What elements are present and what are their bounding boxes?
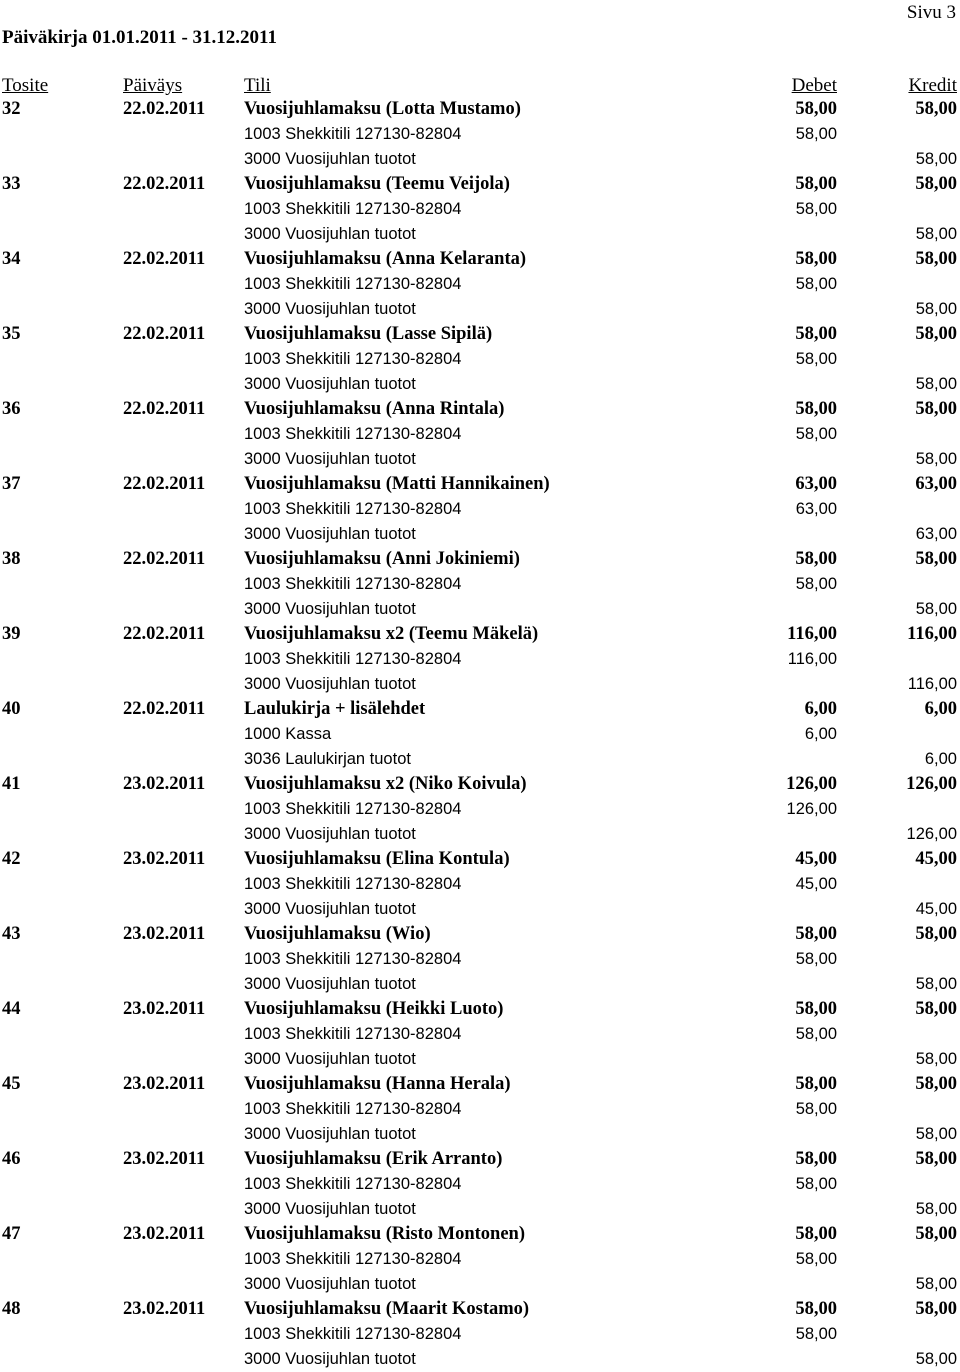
entry-credit-line — [0, 1347, 960, 1372]
entry-debit-line — [0, 947, 960, 972]
credit-account: 3000 Vuosijuhlan tuotot — [244, 150, 416, 168]
credit-amount: 45,00 — [915, 900, 957, 918]
debit-account: 1003 Shekkitili 127130-82804 — [244, 1025, 462, 1043]
entry-kredit-total: 58,00 — [915, 1074, 957, 1094]
entry-debit-line — [0, 497, 960, 522]
credit-account: 3000 Vuosijuhlan tuotot — [244, 1050, 416, 1068]
debit-amount: 58,00 — [795, 1100, 837, 1118]
debit-amount: 58,00 — [795, 950, 837, 968]
entry-date: 23.02.2011 — [123, 999, 206, 1019]
entry-main-line — [0, 1222, 960, 1247]
journal-entry — [0, 547, 960, 622]
entry-debit-line — [0, 347, 960, 372]
credit-account: 3000 Vuosijuhlan tuotot — [244, 1200, 416, 1218]
credit-account: 3000 Vuosijuhlan tuotot — [244, 1275, 416, 1293]
entry-debit-line — [0, 122, 960, 147]
entry-debet-total: 58,00 — [795, 174, 837, 194]
credit-amount: 58,00 — [915, 375, 957, 393]
entry-number: 41 — [2, 774, 21, 794]
column-header-row — [0, 75, 960, 97]
entry-credit-line — [0, 597, 960, 622]
column-header-debet: Debet — [791, 75, 837, 96]
entry-date: 22.02.2011 — [123, 324, 206, 344]
entry-number: 44 — [2, 999, 21, 1019]
debit-account: 1003 Shekkitili 127130-82804 — [244, 650, 462, 668]
entry-debit-line — [0, 1022, 960, 1047]
debit-amount: 58,00 — [795, 275, 837, 293]
entry-date: 23.02.2011 — [123, 849, 206, 869]
credit-amount: 58,00 — [915, 1200, 957, 1218]
debit-amount: 45,00 — [795, 875, 837, 893]
credit-account: 3000 Vuosijuhlan tuotot — [244, 525, 416, 543]
entry-credit-line — [0, 522, 960, 547]
entry-number: 46 — [2, 1149, 21, 1169]
debit-amount: 58,00 — [795, 1175, 837, 1193]
credit-amount: 58,00 — [915, 300, 957, 318]
debit-amount: 63,00 — [795, 500, 837, 518]
entry-description: Vuosijuhlamaksu (Hanna Herala) — [244, 1074, 511, 1094]
entry-number: 38 — [2, 549, 21, 569]
entry-kredit-total: 45,00 — [915, 849, 957, 869]
credit-amount: 58,00 — [915, 1350, 957, 1368]
entry-debet-total: 58,00 — [795, 1074, 837, 1094]
debit-account: 1003 Shekkitili 127130-82804 — [244, 350, 462, 368]
entry-number: 35 — [2, 324, 21, 344]
entry-description: Vuosijuhlamaksu (Wio) — [244, 924, 431, 944]
journal-entries — [0, 97, 960, 1372]
entry-date: 23.02.2011 — [123, 1299, 206, 1319]
debit-amount: 58,00 — [795, 425, 837, 443]
entry-debit-line — [0, 647, 960, 672]
entry-debet-total: 58,00 — [795, 249, 837, 269]
entry-main-line — [0, 922, 960, 947]
entry-credit-line — [0, 1272, 960, 1297]
entry-main-line — [0, 1297, 960, 1322]
entry-debit-line — [0, 1247, 960, 1272]
debit-amount: 58,00 — [795, 1325, 837, 1343]
debit-account: 1003 Shekkitili 127130-82804 — [244, 200, 462, 218]
credit-amount: 58,00 — [915, 1275, 957, 1293]
entry-number: 34 — [2, 249, 21, 269]
entry-kredit-total: 58,00 — [915, 999, 957, 1019]
entry-date: 22.02.2011 — [123, 99, 206, 119]
debit-account: 1000 Kassa — [244, 725, 332, 743]
credit-amount: 58,00 — [915, 225, 957, 243]
credit-amount: 58,00 — [915, 450, 957, 468]
entry-kredit-total: 58,00 — [915, 99, 957, 119]
entry-date: 22.02.2011 — [123, 549, 206, 569]
entry-credit-line — [0, 672, 960, 697]
entry-description: Vuosijuhlamaksu (Erik Arranto) — [244, 1149, 503, 1169]
entry-credit-line — [0, 372, 960, 397]
entry-main-line — [0, 1147, 960, 1172]
entry-credit-line — [0, 297, 960, 322]
entry-date: 23.02.2011 — [123, 924, 206, 944]
entry-date: 23.02.2011 — [123, 774, 206, 794]
entry-kredit-total: 6,00 — [924, 699, 957, 719]
entry-debit-line — [0, 797, 960, 822]
entry-description: Vuosijuhlamaksu (Elina Kontula) — [244, 849, 510, 869]
debit-account: 1003 Shekkitili 127130-82804 — [244, 425, 462, 443]
page-number: Sivu 3 — [906, 2, 956, 23]
entry-description: Vuosijuhlamaksu x2 (Niko Koivula) — [244, 774, 527, 794]
entry-date: 23.02.2011 — [123, 1224, 206, 1244]
entry-main-line — [0, 172, 960, 197]
entry-kredit-total: 58,00 — [915, 174, 957, 194]
entry-debet-total: 58,00 — [795, 1149, 837, 1169]
entry-main-line — [0, 622, 960, 647]
credit-account: 3000 Vuosijuhlan tuotot — [244, 300, 416, 318]
entry-date: 22.02.2011 — [123, 174, 206, 194]
entry-kredit-total: 116,00 — [907, 624, 957, 644]
credit-account: 3000 Vuosijuhlan tuotot — [244, 900, 416, 918]
credit-account: 3000 Vuosijuhlan tuotot — [244, 450, 416, 468]
entry-credit-line — [0, 447, 960, 472]
entry-debit-line — [0, 422, 960, 447]
credit-account: 3000 Vuosijuhlan tuotot — [244, 375, 416, 393]
entry-description: Vuosijuhlamaksu x2 (Teemu Mäkelä) — [244, 624, 539, 644]
debit-account: 1003 Shekkitili 127130-82804 — [244, 1100, 462, 1118]
entry-kredit-total: 126,00 — [906, 774, 957, 794]
entry-debet-total: 58,00 — [795, 549, 837, 569]
journal-entry — [0, 1147, 960, 1222]
journal-title: Päiväkirja 01.01.2011 - 31.12.2011 — [2, 27, 277, 48]
journal-entry — [0, 697, 960, 772]
entry-description: Vuosijuhlamaksu (Lasse Sipilä) — [244, 324, 493, 344]
debit-amount: 58,00 — [795, 125, 837, 143]
entry-description: Vuosijuhlamaksu (Heikki Luoto) — [244, 999, 504, 1019]
column-header-tosite: Tosite — [2, 75, 49, 96]
entry-credit-line — [0, 222, 960, 247]
credit-amount: 116,00 — [907, 675, 957, 693]
entry-debet-total: 58,00 — [795, 324, 837, 344]
debit-account: 1003 Shekkitili 127130-82804 — [244, 800, 462, 818]
entry-main-line — [0, 1072, 960, 1097]
column-header-tili: Tili — [244, 75, 271, 96]
entry-main-line — [0, 97, 960, 122]
entry-kredit-total: 58,00 — [915, 399, 957, 419]
entry-number: 39 — [2, 624, 21, 644]
journal-entry — [0, 172, 960, 247]
entry-number: 36 — [2, 399, 21, 419]
debit-amount: 58,00 — [795, 575, 837, 593]
entry-description: Vuosijuhlamaksu (Lotta Mustamo) — [244, 99, 521, 119]
credit-account: 3000 Vuosijuhlan tuotot — [244, 225, 416, 243]
debit-amount: 58,00 — [795, 1025, 837, 1043]
credit-amount: 58,00 — [915, 1050, 957, 1068]
entry-description: Vuosijuhlamaksu (Risto Montonen) — [244, 1224, 525, 1244]
journal-entry — [0, 1072, 960, 1147]
credit-amount: 58,00 — [915, 975, 957, 993]
entry-credit-line — [0, 1197, 960, 1222]
entry-main-line — [0, 397, 960, 422]
entry-main-line — [0, 547, 960, 572]
entry-main-line — [0, 697, 960, 722]
debit-account: 1003 Shekkitili 127130-82804 — [244, 575, 462, 593]
entry-debit-line — [0, 722, 960, 747]
column-header-paivays: Päiväys — [123, 75, 183, 96]
credit-amount: 63,00 — [915, 525, 957, 543]
entry-number: 32 — [2, 99, 21, 119]
entry-credit-line — [0, 1122, 960, 1147]
entry-date: 22.02.2011 — [123, 699, 206, 719]
journal-entry — [0, 847, 960, 922]
entry-description: Vuosijuhlamaksu (Anna Rintala) — [244, 399, 505, 419]
entry-kredit-total: 58,00 — [915, 1299, 957, 1319]
journal-entry — [0, 1297, 960, 1372]
entry-main-line — [0, 847, 960, 872]
entry-number: 37 — [2, 474, 21, 494]
entry-debit-line — [0, 572, 960, 597]
entry-debit-line — [0, 1322, 960, 1347]
entry-kredit-total: 58,00 — [915, 924, 957, 944]
entry-debet-total: 58,00 — [795, 1299, 837, 1319]
entry-debit-line — [0, 872, 960, 897]
credit-amount: 58,00 — [915, 150, 957, 168]
journal-entry — [0, 622, 960, 697]
entry-debet-total: 58,00 — [795, 99, 837, 119]
entry-description: Vuosijuhlamaksu (Anni Jokiniemi) — [244, 549, 520, 569]
journal-entry — [0, 472, 960, 547]
debit-amount: 58,00 — [795, 200, 837, 218]
credit-amount: 58,00 — [915, 600, 957, 618]
entry-number: 45 — [2, 1074, 21, 1094]
credit-amount: 6,00 — [924, 750, 957, 768]
debit-amount: 116,00 — [787, 650, 837, 668]
debit-amount: 126,00 — [786, 800, 837, 818]
credit-amount: 58,00 — [915, 1125, 957, 1143]
entry-debit-line — [0, 1097, 960, 1122]
entry-credit-line — [0, 822, 960, 847]
entry-description: Laulukirja + lisälehdet — [244, 699, 426, 719]
entry-number: 42 — [2, 849, 21, 869]
entry-debet-total: 116,00 — [787, 624, 837, 644]
debit-account: 1003 Shekkitili 127130-82804 — [244, 950, 462, 968]
journal-entry — [0, 1222, 960, 1297]
entry-credit-line — [0, 147, 960, 172]
entry-debet-total: 63,00 — [795, 474, 837, 494]
debit-amount: 58,00 — [795, 1250, 837, 1268]
journal-entry — [0, 397, 960, 472]
entry-date: 22.02.2011 — [123, 474, 206, 494]
entry-main-line — [0, 322, 960, 347]
entry-description: Vuosijuhlamaksu (Teemu Veijola) — [244, 174, 510, 194]
entry-debet-total: 6,00 — [804, 699, 837, 719]
journal-entry — [0, 247, 960, 322]
entry-debet-total: 126,00 — [786, 774, 837, 794]
entry-date: 22.02.2011 — [123, 624, 206, 644]
debit-amount: 58,00 — [795, 350, 837, 368]
debit-account: 1003 Shekkitili 127130-82804 — [244, 1325, 462, 1343]
credit-account: 3000 Vuosijuhlan tuotot — [244, 975, 416, 993]
entry-description: Vuosijuhlamaksu (Anna Kelaranta) — [244, 249, 527, 269]
credit-account: 3000 Vuosijuhlan tuotot — [244, 1350, 416, 1368]
entry-main-line — [0, 247, 960, 272]
credit-account: 3000 Vuosijuhlan tuotot — [244, 1125, 416, 1143]
entry-debet-total: 45,00 — [795, 849, 837, 869]
entry-number: 33 — [2, 174, 21, 194]
entry-debit-line — [0, 272, 960, 297]
entry-date: 23.02.2011 — [123, 1074, 206, 1094]
debit-amount: 6,00 — [804, 725, 837, 743]
entry-kredit-total: 58,00 — [915, 1224, 957, 1244]
entry-debet-total: 58,00 — [795, 924, 837, 944]
journal-entry — [0, 97, 960, 172]
debit-account: 1003 Shekkitili 127130-82804 — [244, 875, 462, 893]
entry-date: 22.02.2011 — [123, 399, 206, 419]
debit-account: 1003 Shekkitili 127130-82804 — [244, 275, 462, 293]
entry-date: 23.02.2011 — [123, 1149, 206, 1169]
entry-kredit-total: 58,00 — [915, 1149, 957, 1169]
entry-credit-line — [0, 972, 960, 997]
debit-account: 1003 Shekkitili 127130-82804 — [244, 500, 462, 518]
entry-main-line — [0, 997, 960, 1022]
journal-entry — [0, 772, 960, 847]
entry-debet-total: 58,00 — [795, 399, 837, 419]
entry-main-line — [0, 772, 960, 797]
entry-date: 22.02.2011 — [123, 249, 206, 269]
debit-account: 1003 Shekkitili 127130-82804 — [244, 1175, 462, 1193]
credit-account: 3000 Vuosijuhlan tuotot — [244, 825, 416, 843]
entry-number: 40 — [2, 699, 21, 719]
journal-entry — [0, 922, 960, 997]
journal-entry — [0, 997, 960, 1072]
entry-number: 47 — [2, 1224, 21, 1244]
entry-kredit-total: 58,00 — [915, 549, 957, 569]
entry-debet-total: 58,00 — [795, 1224, 837, 1244]
debit-account: 1003 Shekkitili 127130-82804 — [244, 125, 462, 143]
entry-description: Vuosijuhlamaksu (Matti Hannikainen) — [244, 474, 550, 494]
entry-credit-line — [0, 1047, 960, 1072]
entry-debet-total: 58,00 — [795, 999, 837, 1019]
entry-number: 48 — [2, 1299, 21, 1319]
entry-debit-line — [0, 1172, 960, 1197]
entry-kredit-total: 58,00 — [915, 249, 957, 269]
entry-main-line — [0, 472, 960, 497]
entry-debit-line — [0, 197, 960, 222]
entry-description: Vuosijuhlamaksu (Maarit Kostamo) — [244, 1299, 530, 1319]
debit-account: 1003 Shekkitili 127130-82804 — [244, 1250, 462, 1268]
credit-amount: 126,00 — [906, 825, 957, 843]
journal-entry — [0, 322, 960, 397]
credit-account: 3036 Laulukirjan tuotot — [244, 750, 411, 768]
entry-credit-line — [0, 747, 960, 772]
entry-kredit-total: 58,00 — [915, 324, 957, 344]
entry-kredit-total: 63,00 — [915, 474, 957, 494]
column-header-kredit: Kredit — [908, 75, 957, 96]
credit-account: 3000 Vuosijuhlan tuotot — [244, 600, 416, 618]
entry-credit-line — [0, 897, 960, 922]
entry-number: 43 — [2, 924, 21, 944]
credit-account: 3000 Vuosijuhlan tuotot — [244, 675, 416, 693]
